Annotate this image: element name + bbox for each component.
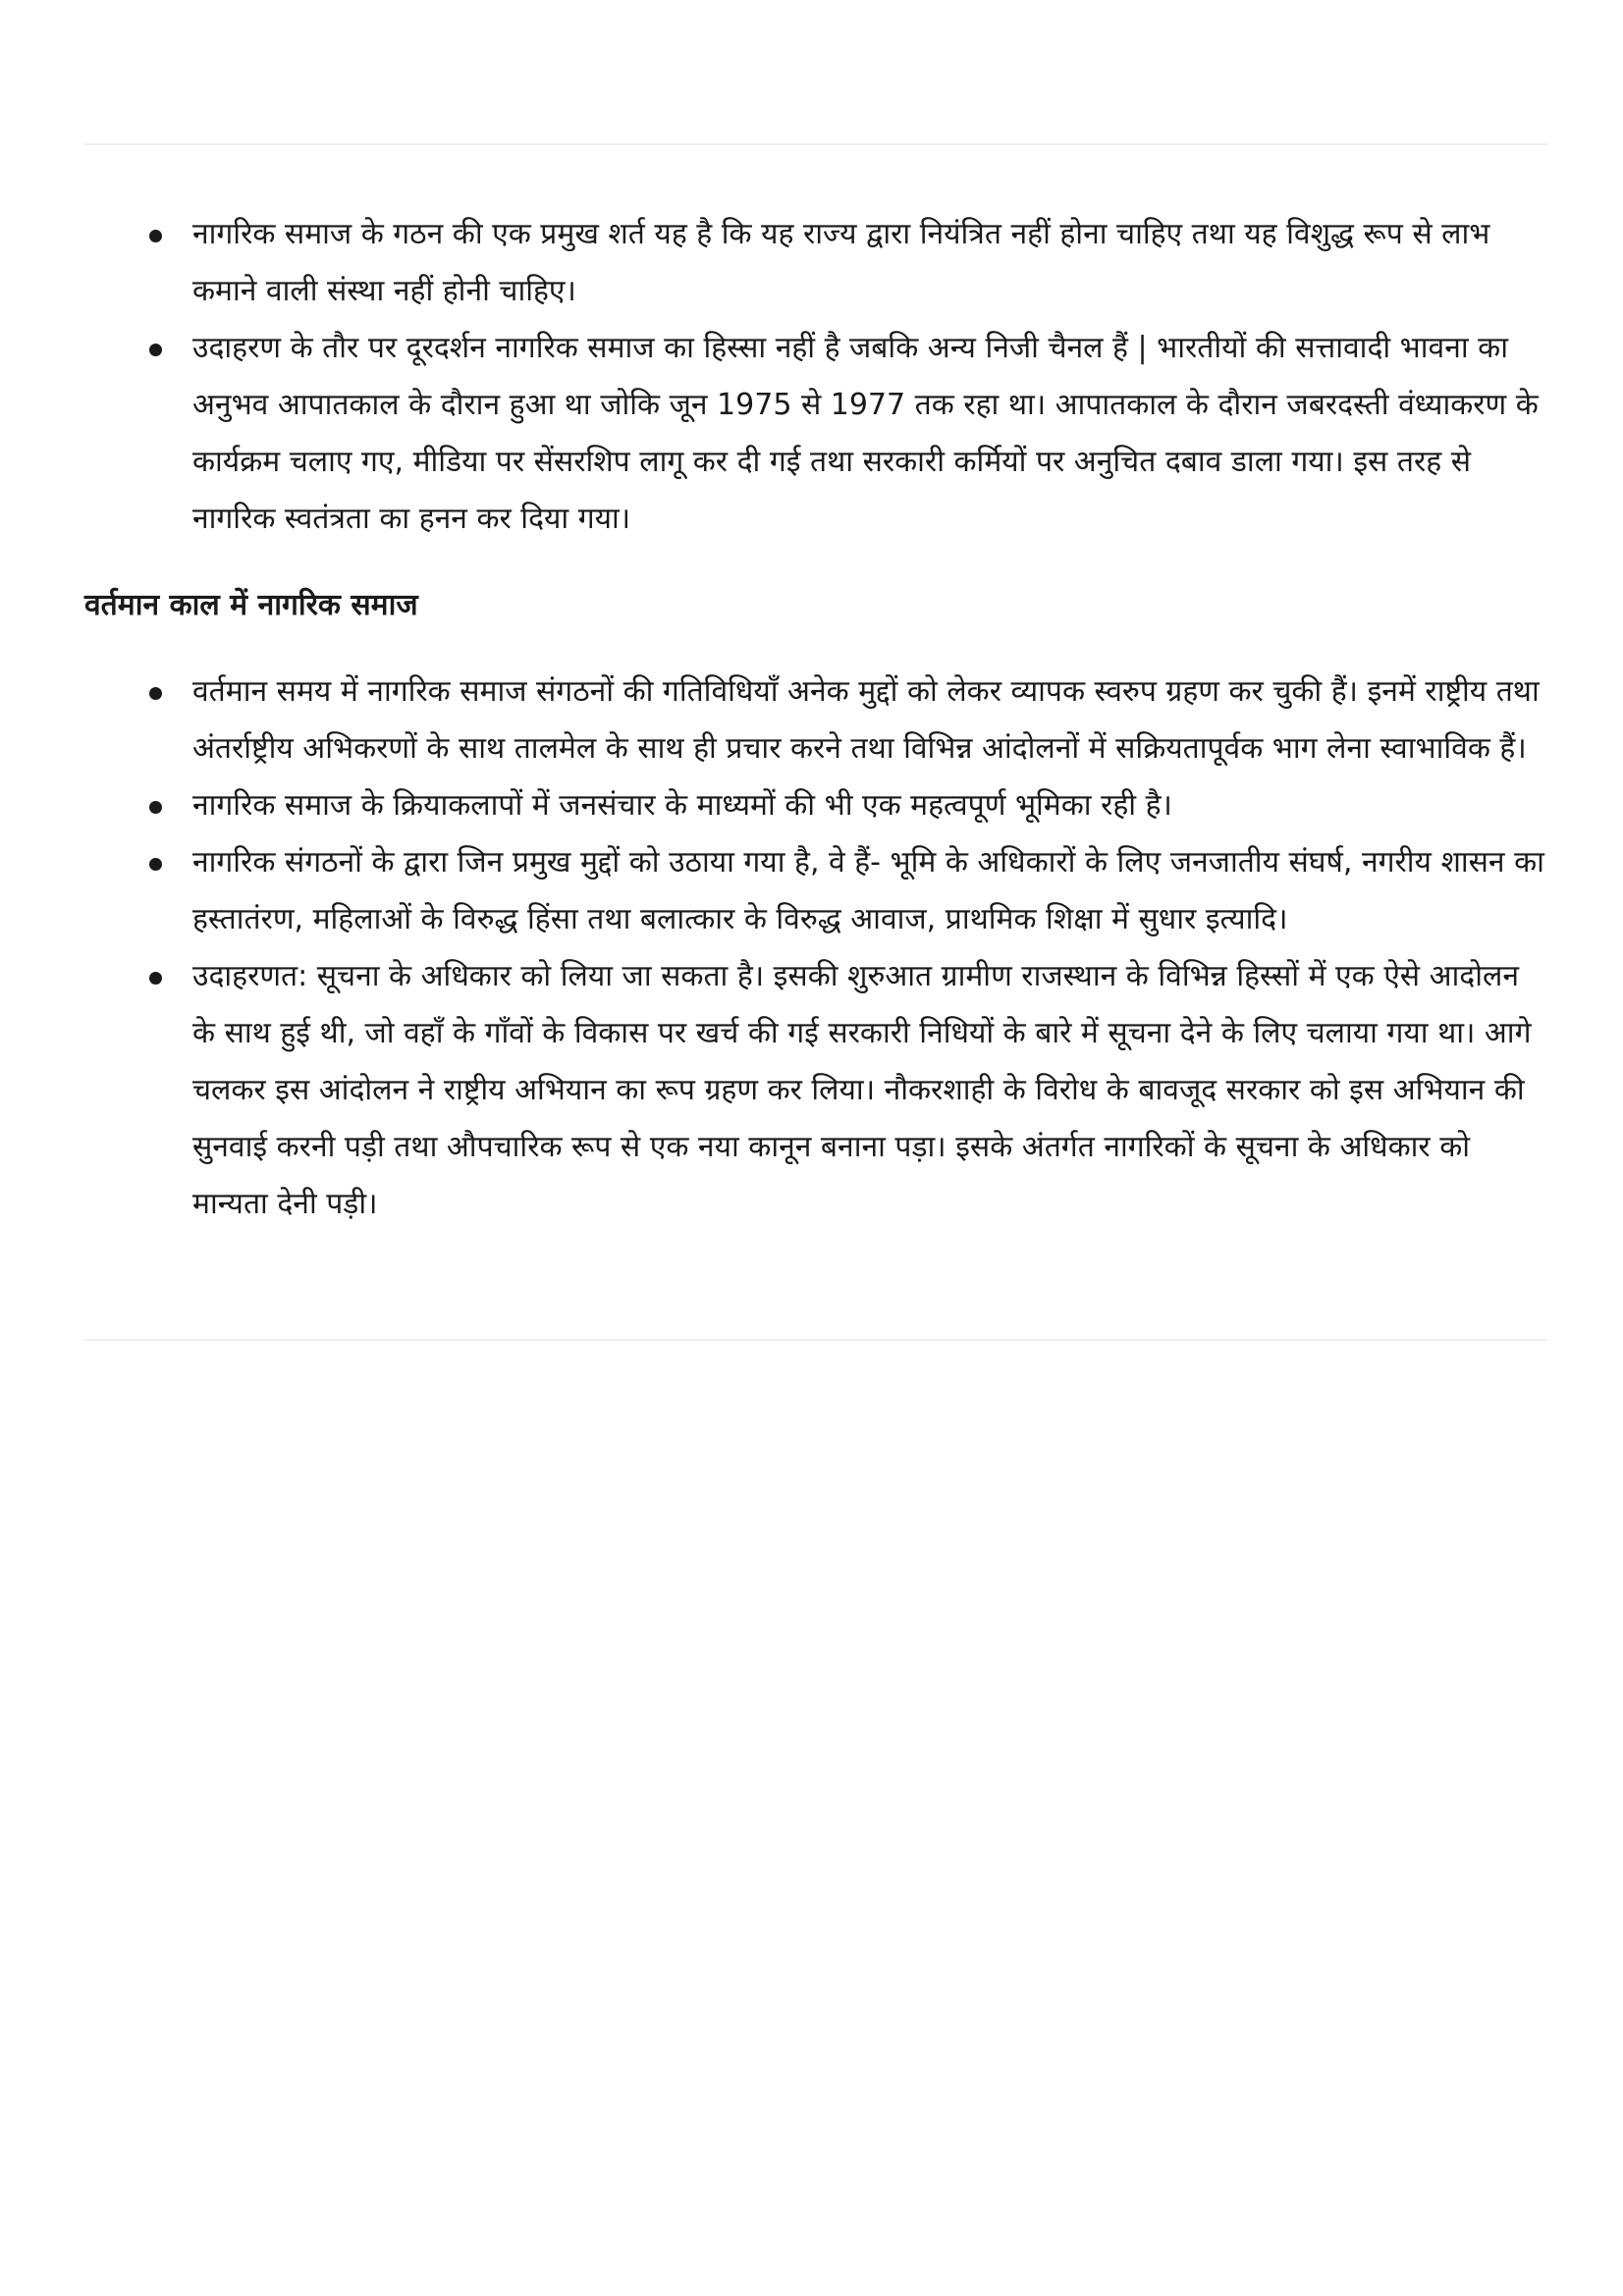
bullet-list-intro — [84, 206, 1547, 548]
list-item — [84, 206, 1547, 320]
bottom-divider — [84, 1339, 1547, 1341]
list-item-text: उदाहरणत: सूचना के अधिकार को लिया जा सकता है। इसकी शुरुआत ग्रामीण राजस्थान के विभिन्न हिस्सों में एक ऐसे आदोलन के साथ हुई थी, जो वहाँ के गाँवों के विकास पर खर्च की गई सरकारी निधियों के बारे में सूचना देने के लिए चलाया गया था। आगे चलकर इस आंदोलन ने राष्ट्रीय अभियान का रूप ग्रहण कर लिया। नौकरशाही के विरोध के बावजूद सरकार को इस अभियान की सुनवाई करनी पड़ी तथा औपचारिक रूप से एक नया कानून बनाना पड़ा। इसके अंतर्गत नागरिकों के सूचना के अधिकार को मान्यता देनी पड़ी। — [192, 959, 1532, 1221]
top-divider — [84, 143, 1547, 145]
list-item — [84, 664, 1547, 777]
bullet-icon — [149, 230, 162, 242]
list-item-text: नागरिक समाज के गठन की एक प्रमुख शर्त यह है कि यह राज्य द्वारा नियंत्रित नहीं होना चाहिए तथा यह विशुद्ध रूप से लाभ कमाने वाली संस्था नहीं होनी चाहिए। — [192, 217, 1490, 308]
bullet-icon — [149, 972, 162, 985]
bullet-icon — [149, 858, 162, 871]
bullet-icon — [149, 344, 162, 356]
list-item — [84, 948, 1547, 1233]
document-content — [84, 206, 1547, 1233]
list-item — [84, 777, 1547, 834]
bullet-icon — [149, 801, 162, 814]
bullet-icon — [149, 687, 162, 700]
list-item-text: नागरिक संगठनों के द्वारा जिन प्रमुख मुद्दों को उठाया गया है, वे हैं- भूमि के अधिकारों के लिए जनजातीय संघर्ष, नगरीय शासन का हस्तातंरण, महिलाओं के विरुद्ध हिंसा तथा बलात्कार के विरुद्ध आवाज, प्राथमिक शिक्षा में सुधार इत्यादि। — [192, 845, 1544, 936]
list-item-text: वर्तमान समय में नागरिक समाज संगठनों की गतिविधियाँ अनेक मुद्दों को लेकर व्यापक स्वरुप ग्रहण कर चुकी हैं। इनमें राष्ट्रीय तथा अंतर्राष्ट्रीय अभिकरणों के साथ तालमेल के साथ ही प्रचार करने तथा विभिन्न आंदोलनों में सक्रियतापूर्वक भाग लेना स्वाभाविक हैं। — [192, 674, 1540, 766]
list-item — [84, 834, 1547, 948]
section-heading: वर्तमान काल में नागरिक समाज — [84, 588, 418, 622]
list-item — [84, 320, 1547, 548]
list-item-text: उदाहरण के तौर पर दूरदर्शन नागरिक समाज का हिस्सा नहीं है जबकि अन्य निजी चैनल हैं | भारतीयों की सत्तावादी भावना का अनुभव आपातकाल के दौरान हुआ था जोकि जून 1975 से 1977 तक रहा था। आपातकाल के दौरान जबरदस्ती वंध्याकरण के कार्यक्रम चलाए गए, मीडिया पर सेंसरशिप लागू कर दी गई तथा सरकारी कर्मियों पर अनुचित दबाव डाला गया। इस तरह से नागरिक स्वतंत्रता का हनन कर दिया गया। — [192, 331, 1539, 536]
list-item-text: नागरिक समाज के क्रियाकलापों में जनसंचार के माध्यमों की भी एक महत्वपूर्ण भूमिका रही है। — [192, 788, 1172, 823]
bullet-list-present — [84, 664, 1547, 1233]
